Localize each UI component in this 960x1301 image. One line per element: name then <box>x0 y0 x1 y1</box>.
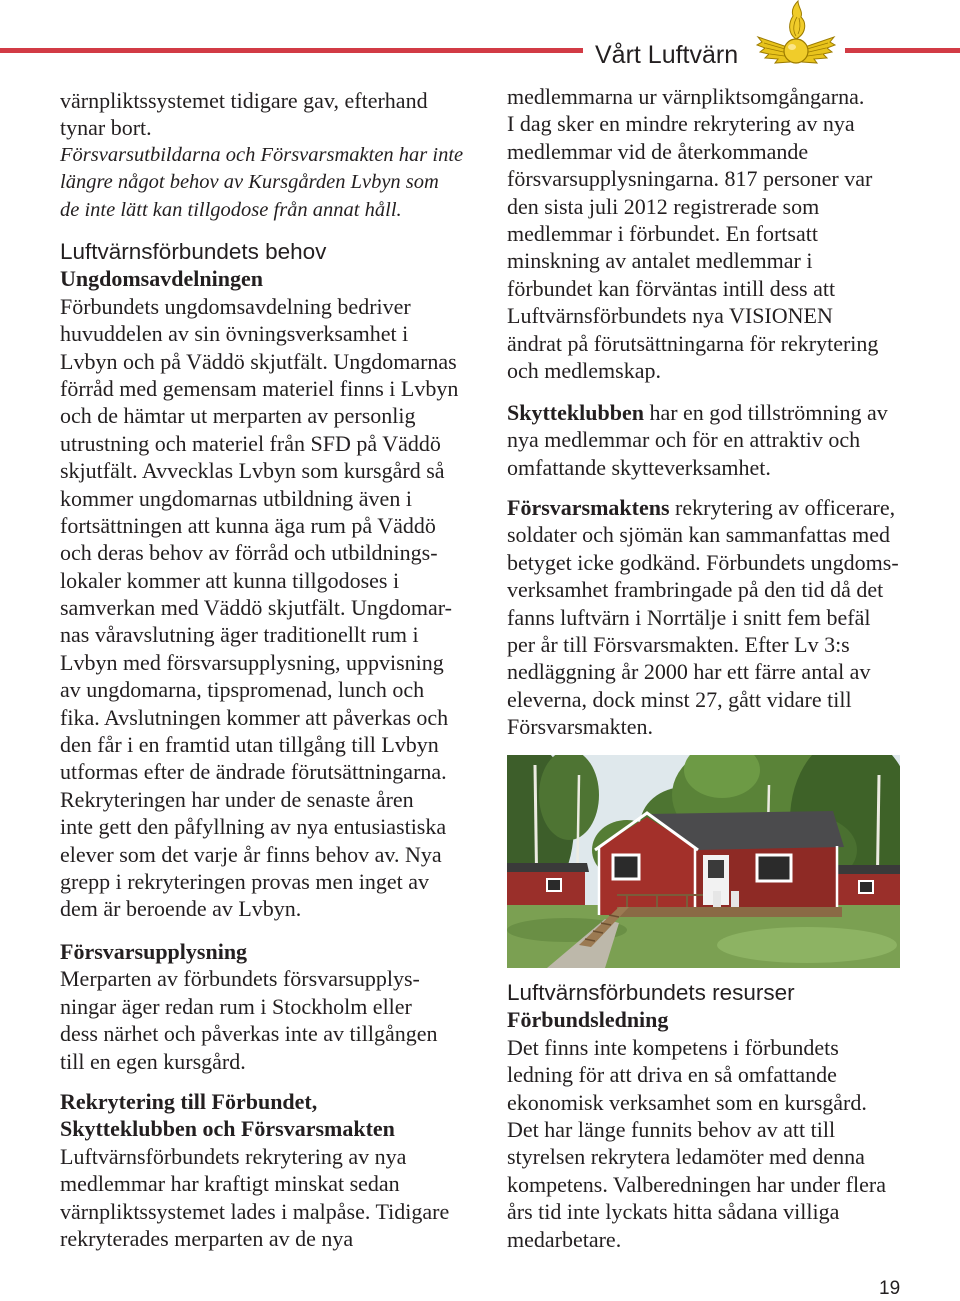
text-line: försvarsupplysningarna. 817 personer var <box>507 166 873 192</box>
rekrytering-continued <box>507 83 927 384</box>
section-forsvarsupplysning <box>60 938 480 1075</box>
text-line: förbundet kan förväntas intill dess att <box>507 275 836 301</box>
text-line: ekonomisk verksamhet som en kursgård. <box>507 1089 867 1115</box>
text-line: medlemmar har kraftigt minskat sedan <box>60 1171 400 1197</box>
text-line <box>507 399 927 426</box>
text-line: och de hämtar ut merparten av personlig <box>60 403 416 429</box>
text-line: Förbundets ungdomsavdelning bedriver <box>60 293 411 319</box>
subsection-heading: Förbundsledning <box>507 1007 669 1033</box>
text-line: kommer ungdomarnas utbildning även i <box>60 485 412 511</box>
text-line: Luftvärnsförbundets nya VISIONEN <box>507 303 833 329</box>
lead-word: Försvarsmaktens <box>507 495 670 520</box>
subsection-heading: Försvarsupplysning <box>60 939 248 964</box>
intro-paragraph <box>60 87 480 224</box>
text-line: Det finns inte kompetens i förbundets <box>507 1034 839 1060</box>
grenade-ball <box>784 39 808 63</box>
text-line: grepp i rekryteringen provas men inget av <box>60 868 429 894</box>
text-line: ledning för att driva en så omfattande <box>507 1062 837 1088</box>
italic-line: Försvarsutbildarna och Försvarsmakten har inte <box>60 143 464 166</box>
text-line: skjutfält. Avvecklas Lvbyn som kursgård så <box>60 458 445 484</box>
text-line: omfattande skytteverksamhet. <box>507 454 771 480</box>
page-number: 19 <box>879 1278 901 1299</box>
text-line: nas våravslutning äger traditionellt rum i <box>60 622 419 648</box>
text-line: verksamhet frambringade på den tid då det <box>507 577 884 603</box>
text-run: har en god tillströmning av <box>649 400 888 425</box>
text-line: fanns luftvärn i Norrtälje i snitt fem befäl <box>507 604 871 630</box>
winged-grenade-icon <box>756 0 836 70</box>
text-line: Det har länge funnits behov av att till <box>507 1116 836 1142</box>
text-line: betyget icke godkänd. Förbundets ungdoms- <box>507 549 899 575</box>
subsection-heading: Skytteklubben och Försvarsmakten <box>60 1116 395 1142</box>
section-resurser <box>507 979 927 1253</box>
text-line: soldater och sjömän kan sammanfattas med <box>507 522 891 548</box>
header-title: Vårt Luftvärn <box>595 41 739 69</box>
text-line: nya medlemmar och för en attraktiv och <box>507 427 861 453</box>
text-line: förråd med gemensam materiel finns i Lvbyn <box>60 375 459 401</box>
text-line: huvuddelen av sin övningsverksamhet i <box>60 321 409 347</box>
text-line: medlemmar vid de återkommande <box>507 138 809 164</box>
section-rekrytering <box>60 1088 480 1252</box>
text-line: I dag sker en mindre rekrytering av nya <box>507 111 855 137</box>
section-heading: Luftvärnsförbundets resurser <box>507 980 795 1005</box>
section-behov <box>60 238 480 923</box>
subsection-heading: Rekrytering till Förbundet, <box>60 1089 318 1114</box>
text-line: den får i en framtid utan tillgång till Lvbyn <box>60 732 439 758</box>
text-line: av ungdomarna, tipspromenad, lunch och <box>60 677 425 703</box>
text-line: per år till Försvarsmakten. Efter Lv 3:s <box>507 631 850 657</box>
text-line: styrelsen rekrytera ledamöter med denna <box>507 1144 865 1170</box>
text-line: ningar äger redan rum i Stockholm eller <box>60 993 412 1019</box>
subsection-heading: Ungdomsavdelningen <box>60 266 263 292</box>
text-line: utrustning och materiel från SFD på Väddö <box>60 430 441 456</box>
header-rule-right <box>845 48 960 53</box>
forsvarsmakten-paragraph <box>507 494 927 741</box>
text-line: medlemmarna ur värnpliktsomgångarna. <box>507 84 865 109</box>
lead-word: Skytteklubben <box>507 400 644 425</box>
text-line: rekryterades merparten av de nya <box>60 1225 354 1251</box>
text-line: värnpliktssystemet tidigare gav, efterhand <box>60 88 428 113</box>
text-line: inte gett den påfyllning av nya entusiastiska <box>60 814 447 840</box>
text-line: värnpliktssystemet lades i malpåse. Tidigare <box>60 1198 450 1224</box>
text-line: Lvbyn med försvarsupplysning, uppvisning <box>60 649 444 675</box>
grenade-flame <box>790 1 805 39</box>
text-line: till en egen kursgård. <box>60 1048 246 1074</box>
text-line: Lvbyn och på Väddö skjutfält. Ungdomarnas <box>60 348 457 374</box>
text-line: den sista juli 2012 registrerade som <box>507 193 820 219</box>
text-line: fortsättningen att kunna äga rum på Väddö <box>60 512 436 538</box>
text-line: elever som det varje år finns behov av. Nya <box>60 841 442 867</box>
text-line: medarbetare. <box>507 1226 622 1252</box>
section-heading: Luftvärnsförbundets behov <box>60 239 327 264</box>
text-line: medlemmar i förbundet. En fortsatt <box>507 220 818 246</box>
text-line: eleverna, dock minst 27, gått vidare till <box>507 686 852 712</box>
text-line: tynar bort. <box>60 115 152 141</box>
text-line: dem är beroende av Lvbyn. <box>60 896 302 922</box>
text-line: Luftvärnsförbundets rekrytering av nya <box>60 1143 407 1169</box>
skytteklubben-paragraph <box>507 399 927 481</box>
text-line <box>507 494 927 521</box>
text-line: ändrat på förutsättningarna för rekrytering <box>507 330 879 356</box>
text-line: och medlemskap. <box>507 357 661 383</box>
text-line: Försvarsmakten. <box>507 714 654 740</box>
text-line: dess närhet och påverkas inte av tillgången <box>60 1021 438 1047</box>
text-run: rekrytering av officerare, <box>675 495 896 520</box>
text-line: utformas efter de ändrade förutsättningarna. <box>60 759 447 785</box>
header-rule-left <box>0 48 583 53</box>
text-line: lokaler kommer att kunna tillgodoses i <box>60 567 400 593</box>
text-line: minskning av antalet medlemmar i <box>507 248 813 274</box>
text-line: samverkan med Väddö skjutfält. Ungdomar- <box>60 595 453 621</box>
cabin-photo <box>507 755 900 968</box>
text-line: kompetens. Valberedningen har under flera <box>507 1171 886 1197</box>
italic-line: längre något behov av Kursgården Lvbyn som <box>60 171 439 194</box>
text-line: Merparten av förbundets försvarsupplys- <box>60 966 420 992</box>
text-line: fika. Avslutningen kommer att påverkas och <box>60 704 449 730</box>
text-line: nedläggning år 2000 har ett färre antal av <box>507 659 871 685</box>
text-line: och deras behov av förråd och utbildnings- <box>60 540 438 566</box>
text-line: Rekryteringen har under de senaste åren <box>60 786 414 812</box>
text-line: års tid inte lyckats hitta sådana villiga <box>507 1199 840 1225</box>
italic-line: de inte lätt kan tillgodose från annat håll. <box>60 198 402 221</box>
